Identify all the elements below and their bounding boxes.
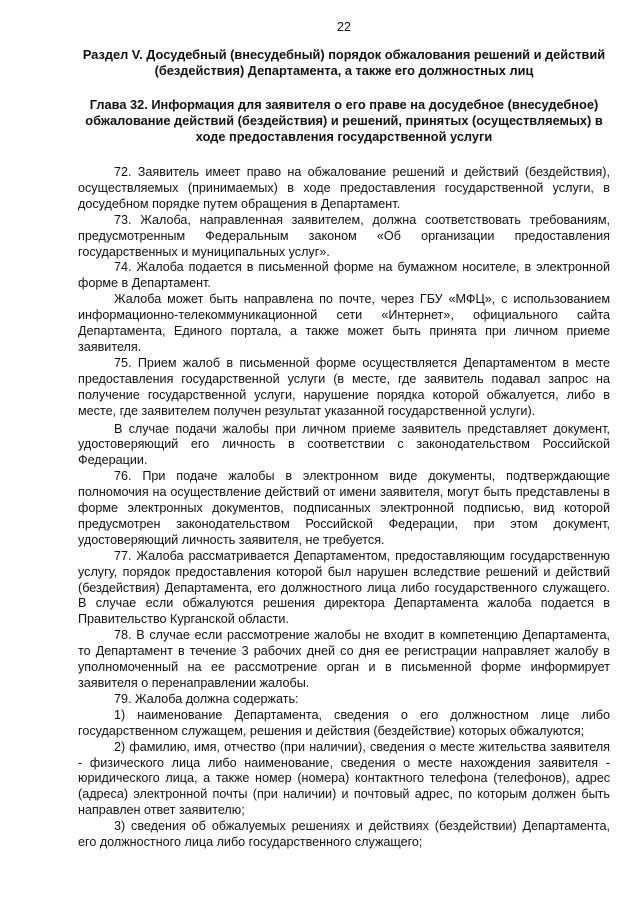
document-page: [78, 20, 610, 851]
paragraph-73: 73. Жалоба, направленная заявителем, должна соответствовать требованиям, предусмотренным Федеральным законом «Об организации предоставления государственных и муниципальных услуг».: [78, 212, 610, 259]
page-number: 22: [337, 20, 351, 34]
section-title: Раздел V. Досудебный (внесудебный) порядок обжалования решений и действий (бездействия) Департамента, а также его должностных лиц: [82, 47, 606, 78]
paragraph-74-delivery: Жалоба может быть направлена по почте, через ГБУ «МФЦ», с использованием информационно-телекоммуникационной сети «Интернет», официального сайта Департамента, Единого портала, а также может быть принята при личном приеме заявителя.: [78, 292, 610, 354]
paragraph-75-personal: В случае подачи жалобы при личном приеме заявитель представляет документ, удостоверяющий его личность в соответствии с законодательством Российской Федерации.: [78, 421, 610, 468]
paragraph-79: 79. Жалоба должна содержать:: [114, 691, 299, 706]
paragraph-75: 75. Прием жалоб в письменной форме осуществляется Департаментом в месте предоставления государственной услуги (в месте, где заявитель подавал запрос на получение государственной услуги, нарушение порядка которой обжалуется, либо в месте, где заявителем получен результат указанной государственной услуги).: [78, 355, 610, 418]
paragraph-77: 77. Жалоба рассматривается Департаментом, предоставляющим государственную услугу, порядок предоставления которой был нарушен вследствие решений и действий (бездействия) Департамента, его должностного лица либо государственного служащего. В случае если обжалуются решения директора Департамента жалоба подается в Правительство Курганской области.: [78, 548, 610, 627]
paragraph-79-item-2: 2) фамилию, имя, отчество (при наличии), сведения о месте жительства заявителя - физического лица либо наименование, сведения о месте нахождения заявителя - юридического лица, а также номер (номера) контактного телефона (телефонов), адрес (адреса) электронной почты (при наличии) и почтовый адрес, по которым должен быть направлен ответ заявителю;: [78, 739, 610, 818]
paragraph-78: 78. В случае если рассмотрение жалобы не входит в компетенцию Департамента, то Департамент в течение 3 рабочих дней со дня ее регистрации направляет жалобу в уполномоченный на ее рассмотрение орган и в письменной форме информирует заявителя о перенаправлении жалобы.: [78, 628, 610, 690]
document-body: [78, 165, 610, 851]
paragraph-79-item-1: 1) наименование Департамента, сведения о его должностном лице либо государственном служащем, решения и действия (бездействие) которых обжалуются;: [78, 707, 610, 738]
paragraph-76: 76. При подаче жалобы в электронном виде документы, подтверждающие полномочия на осуществление действий от имени заявителя, могут быть представлены в форме электронных документов, подписанных электронной подписью, вид которой предусмотрен законодательством Российской Федерации, при этом документ, удостоверяющий личность заявителя, не требуется.: [78, 469, 610, 547]
chapter-title: Глава 32. Информация для заявителя о его праве на досудебное (внесудебное) обжалование действий (бездействия) и решений, принятых (осуществляемых) в ходе предоставления государственной услуги: [85, 97, 603, 144]
paragraph-74: 74. Жалоба подается в письменной форме на бумажном носителе, в электронной форме в Департамент.: [78, 260, 610, 291]
paragraph-72: 72. Заявитель имеет право на обжалование решений и действий (бездействия), осуществляемых (принимаемых) в ходе предоставления государственной услуги, в досудебном порядке путем обращения в Департамент.: [78, 165, 610, 211]
paragraph-79-item-3: 3) сведения об обжалуемых решениях и действиях (бездействии) Департамента, его должностного лица либо государственного служащего;: [78, 819, 610, 850]
